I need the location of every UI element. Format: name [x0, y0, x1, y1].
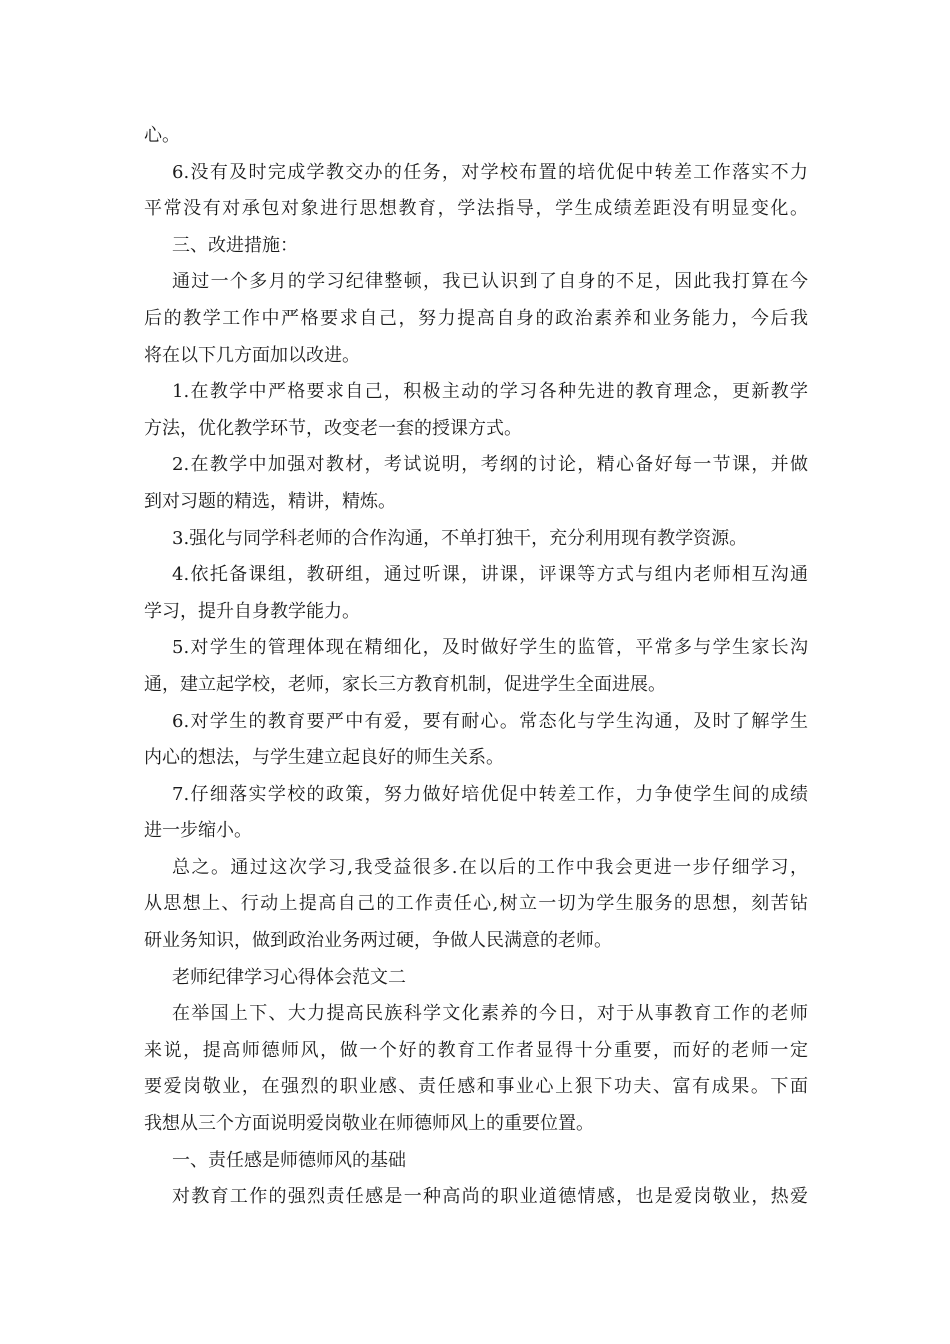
- section-heading: 三、改进措施：: [172, 234, 298, 256]
- text-line: 4.依托备课组，教研组，通过听课，讲课，评课等方式与组内老师相互沟通: [172, 564, 808, 586]
- text-line: 对教育工作的强烈责任感是一种高尚的职业道德情感，也是爱岗敬业，热爱: [172, 1186, 808, 1208]
- text-line: 6.对学生的教育要严中有爱，要有耐心。常态化与学生沟通，及时了解学生: [172, 710, 808, 732]
- text-line: 学习，提升自身教学能力。: [144, 600, 360, 622]
- text-line: 在举国上下、大力提高民族科学文化素养的今日，对于从事教育工作的老师: [172, 1003, 808, 1025]
- text-line: 1.在教学中严格要求自己，积极主动的学习各种先进的教育理念，更新教学: [172, 381, 808, 403]
- text-line: 5.对学生的管理体现在精细化，及时做好学生的监管，平常多与学生家长沟: [172, 637, 808, 659]
- article-title: 老师纪律学习心得体会范文二: [172, 966, 406, 988]
- text-line: 将在以下几方面加以改进。: [144, 344, 360, 366]
- text-line: 研业务知识，做到政治业务两过硬，争做人民满意的老师。: [144, 930, 612, 952]
- text-line: 内心的想法，与学生建立起良好的师生关系。: [144, 747, 504, 769]
- text-line: 7.仔细落实学校的政策，努力做好培优促中转差工作，力争使学生间的成绩: [172, 783, 808, 805]
- text-line: 心。: [144, 125, 180, 146]
- text-line: 通，建立起学校，老师，家长三方教育机制，促进学生全面进展。: [144, 673, 666, 695]
- text-line: 要爱岗敬业，在强烈的职业感、责任感和事业心上狠下功夫、富有成果。下面: [144, 1076, 808, 1098]
- text-line: 我想从三个方面说明爱岗敬业在师德师风上的重要位置。: [144, 1113, 594, 1135]
- text-line: 来说，提高师德师风，做一个好的教育工作者显得十分重要，而好的老师一定: [144, 1039, 808, 1061]
- text-line: 总之。通过这次学习,我受益很多.在以后的工作中我会更进一步仔细学习，: [172, 856, 808, 878]
- text-line: 2.在教学中加强对教材，考试说明，考纲的讨论，精心备好每一节课，并做: [172, 454, 808, 476]
- text-line: 通过一个多月的学习纪律整顿，我已认识到了自身的不足，因此我打算在今: [172, 271, 808, 293]
- text-line: 进一步缩小。: [144, 820, 252, 842]
- text-line: 平常没有对承包对象进行思想教育，学法指导，学生成绩差距没有明显变化。: [144, 198, 808, 220]
- text-line: 3.强化与同学科老师的合作沟通，不单打独干，充分利用现有教学资源。: [172, 527, 748, 549]
- document-body: [144, 118, 808, 1216]
- section-heading: 一、责任感是师德师风的基础: [172, 1149, 406, 1171]
- text-line: 6.没有及时完成学教交办的任务，对学校布置的培优促中转差工作落实不力: [172, 161, 808, 183]
- text-line: 后的教学工作中严格要求自己，努力提高自身的政治素养和业务能力，今后我: [144, 307, 808, 329]
- text-line: 到对习题的精选，精讲，精炼。: [144, 490, 396, 512]
- text-line: 从思想上、行动上提高自己的工作责任心,树立一切为学生服务的思想，刻苦钻: [144, 893, 808, 915]
- text-line: 方法，优化教学环节，改变老一套的授课方式。: [144, 417, 522, 439]
